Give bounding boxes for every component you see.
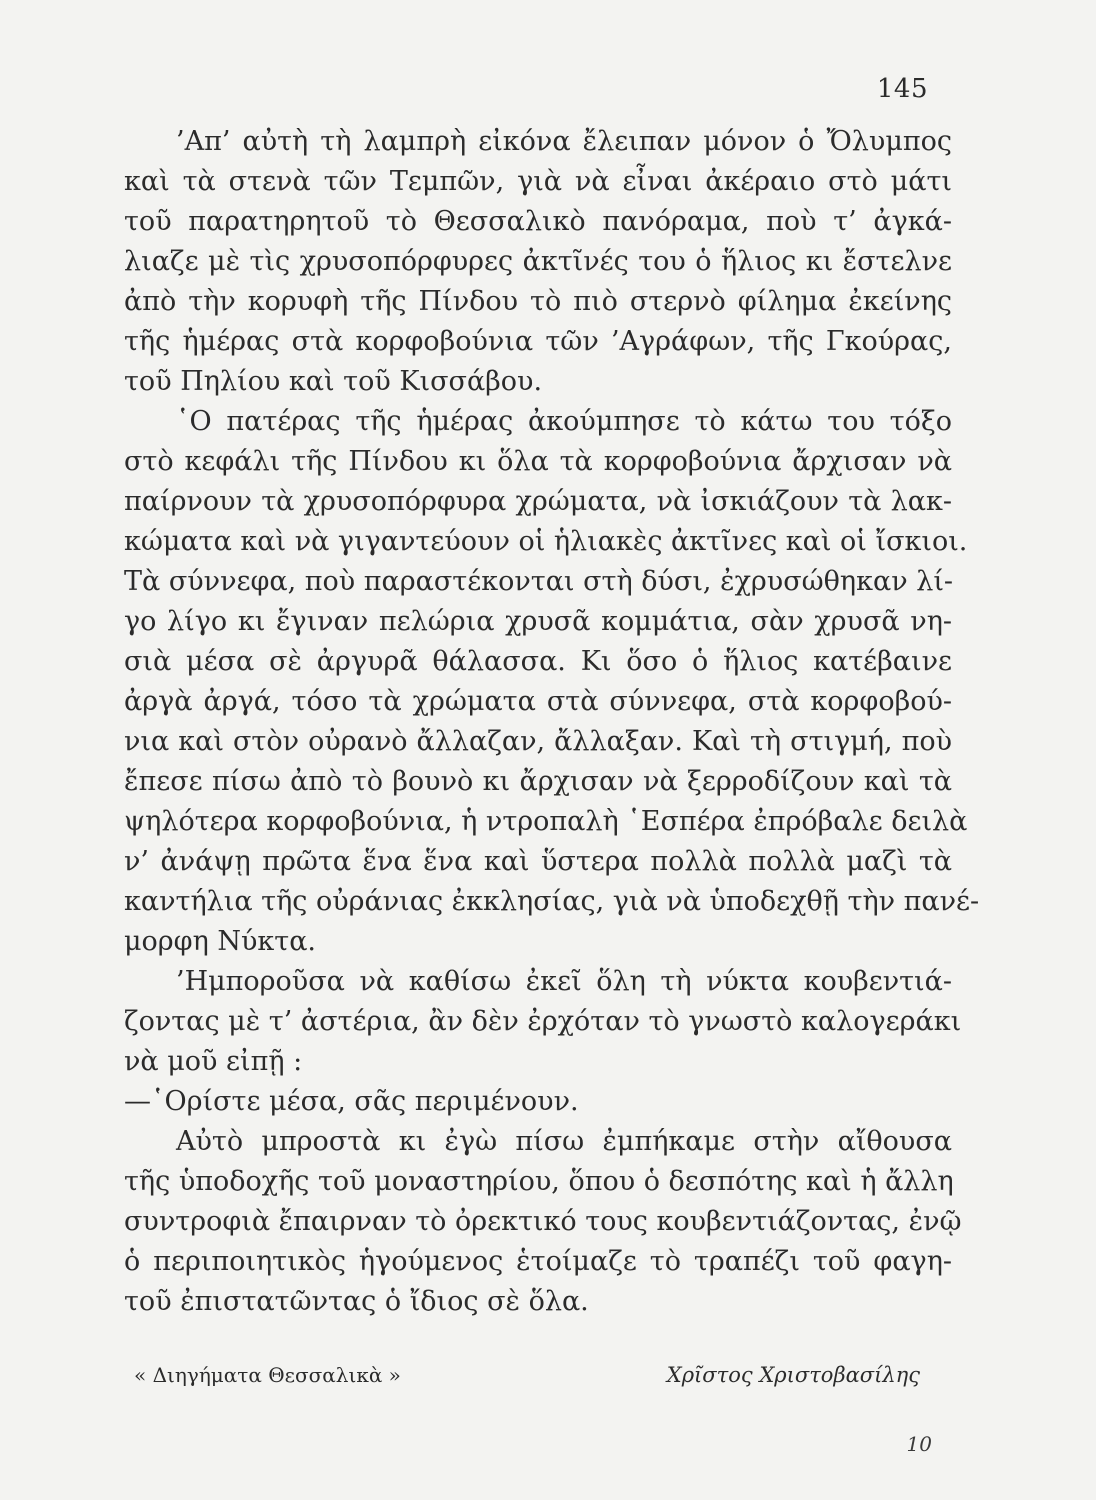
text-line: Τὰ σύννεφα, ποὺ παραστέκονται στὴ δύσι, ἐχρυσώθηκαν λί- (124, 566, 954, 597)
signature-mark: 10 (906, 1432, 932, 1456)
text-line: καντήλια τῆς οὐράνιας ἐκκλησίας, γιὰ νὰ ὑποδεχθῇ τὴν πανέ- (124, 886, 980, 917)
text-line: συντροφιὰ ἔπαιρναν τὸ ὀρεκτικό τους κουβεντιάζοντας, ἐνῷ (124, 1206, 962, 1237)
text-line: ’Απ’ αὐτὴ τὴ λαμπρὴ εἰκόνα ἔλειπαν μόνον ὁ Ὄλυμπος (176, 126, 952, 157)
text-line: ’Ημποροῦσα νὰ καθίσω ἐκεῖ ὅλη τὴ νύκτα κουβεντιά- (176, 966, 952, 997)
text-line: νια καὶ στὸν οὐρανὸ ἄλλαζαν, ἄλλαξαν. Καὶ τὴ στιγμή, ποὺ (124, 726, 952, 757)
text-line: λιαζε μὲ τὶς χρυσοπόρφυρες ἀκτῖνές του ὁ ἥλιος κι ἔστελνε (124, 246, 952, 277)
text-line: τῆς ἡμέρας στὰ κορφοβούνια τῶν ’Αγράφων, τῆς Γκούρας, (124, 326, 952, 357)
text-line: τῆς ὑποδοχῆς τοῦ μοναστηρίου, ὅπου ὁ δεσπότης καὶ ἡ ἄλλη (124, 1166, 954, 1197)
text-line: Αὐτὸ μπροστὰ κι ἐγὼ πίσω ἐμπήκαμε στὴν αἴθουσα (176, 1126, 952, 1157)
text-line: καὶ τὰ στενὰ τῶν Τεμπῶν, γιὰ νὰ εἶναι ἀκέραιο στὸ μάτι (124, 166, 952, 197)
text-line: τοῦ ἐπιστατῶντας ὁ ἴδιος σὲ ὅλα. (124, 1286, 589, 1317)
text-line: παίρνουν τὰ χρυσοπόρφυρα χρώματα, νὰ ἰσκιάζουν τὰ λακ- (124, 486, 952, 517)
text-line: στὸ κεφάλι τῆς Πίνδου κι ὅλα τὰ κορφοβούνια ἄρχισαν νὰ (124, 446, 952, 477)
text-line: μορφη Νύκτα. (124, 926, 317, 957)
text-line: τοῦ παρατηρητοῦ τὸ Θεσσαλικὸ πανόραμα, ποὺ τ’ ἀγκά- (124, 206, 952, 237)
text-line: ῾Ο πατέρας τῆς ἡμέρας ἀκούμπησε τὸ κάτω του τόξο (176, 406, 952, 437)
text-line: ψηλότερα κορφοβούνια, ἡ ντροπαλὴ ῾Εσπέρα ἐπρόβαλε δειλὰ (124, 806, 968, 837)
text-line: ν’ ἀνάψῃ πρῶτα ἕνα ἕνα καὶ ὕστερα πολλὰ πολλὰ μαζὶ τὰ (124, 846, 952, 877)
text-line: ἀπὸ τὴν κορυφὴ τῆς Πίνδου τὸ πιὸ στερνὸ φίλημα ἐκείνης (124, 286, 952, 317)
footer-author: Χρῖστος Χριστοβασίλης (666, 1363, 920, 1387)
text-line: τοῦ Πηλίου καὶ τοῦ Κισσάβου. (124, 366, 543, 397)
text-line: σιὰ μέσα σὲ ἀργυρᾶ θάλασσα. Κι ὅσο ὁ ἥλιος κατέβαινε (124, 646, 952, 677)
text-line: νὰ μοῦ εἰπῇ : (124, 1046, 303, 1077)
footer (134, 1355, 920, 1395)
text-line: κώματα καὶ νὰ γιγαντεύουν οἱ ἡλιακὲς ἀκτῖνες καὶ οἱ ἴσκιοι. (124, 526, 968, 557)
text-block (124, 122, 980, 1322)
text-line: γο λίγο κι ἔγιναν πελώρια χρυσᾶ κομμάτια, σὰν χρυσᾶ νη- (124, 606, 952, 637)
text-line: ζοντας μὲ τ’ ἀστέρια, ἂν δὲν ἐρχόταν τὸ γνωστὸ καλογεράκι (124, 1006, 962, 1037)
text-line: ὁ περιποιητικὸς ἡγούμενος ἑτοίμαζε τὸ τραπέζι τοῦ φαγη- (124, 1246, 952, 1277)
text-line: ἔπεσε πίσω ἀπὸ τὸ βουνὸ κι ἄρχισαν νὰ ξερροδίζουν καὶ τὰ (124, 766, 952, 797)
text-line: ἀργὰ ἀργά, τόσο τὰ χρώματα στὰ σύννεφα, στὰ κορφοβού- (124, 686, 952, 717)
dialogue-line: —῾Ορίστε μέσα, σᾶς περιμένουν. (124, 1086, 579, 1117)
page-number: 145 (876, 74, 928, 104)
footer-source: « Διηγήματα Θεσσαλικὰ » (134, 1363, 401, 1387)
